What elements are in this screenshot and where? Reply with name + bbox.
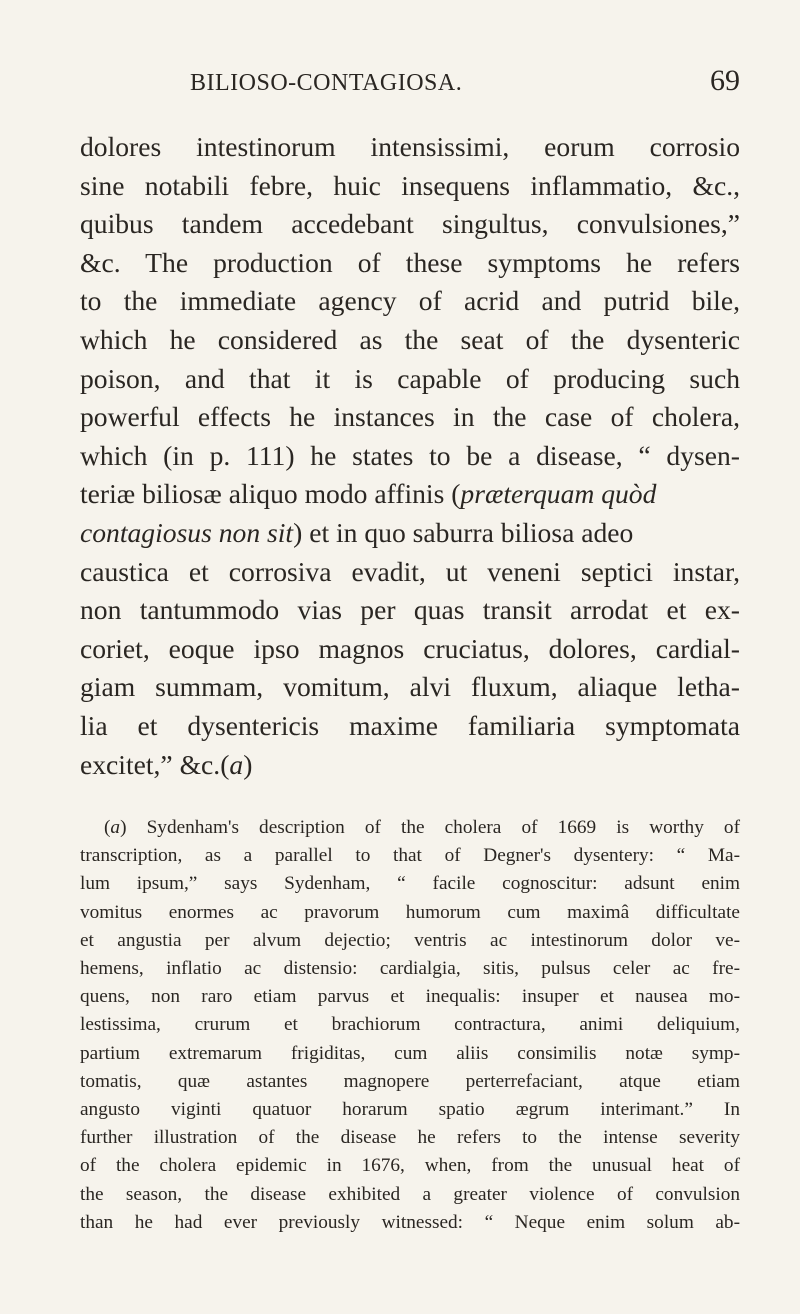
text-line: giam summam, vomitum, alvi fluxum, aliaque letha- (80, 671, 740, 703)
text-line (80, 475, 740, 514)
text-line: &c. The production of these symptoms he refers (80, 246, 740, 278)
text-line: sine notabili febre, huic insequens inflammatio, &c., (80, 169, 740, 201)
text-line: non tantummodo vias per quas transit arrodat et ex- (80, 594, 740, 626)
footnote-line: the season, the disease exhibited a greater violence of convulsion (80, 1183, 740, 1205)
text-segment: ) (243, 748, 253, 780)
running-title: BILIOSO-CONTAGIOSA. (190, 70, 463, 96)
text-line: quibus tandem accedebant singultus, convulsiones,” (80, 208, 740, 240)
footnote-line: than he had ever previously witnessed: “ Neque enim solum ab- (80, 1211, 740, 1233)
text-segment: ) Sydenham's description of the cholera of 1669 is worthy of (120, 817, 740, 838)
footnote-line: partium extremarum frigiditas, cum aliis consimilis notæ symp- (80, 1042, 740, 1064)
page-number: 69 (710, 64, 740, 97)
text-line: caustica et corrosiva evadit, ut veneni septici instar, (80, 555, 740, 587)
footnote-line: lum ipsum,” says Sydenham, “ facile cognoscitur: adsunt enim (80, 873, 740, 895)
footnote-line: angusto viginti quatuor horarum spatio ægrum interimant.” In (80, 1099, 740, 1121)
footnote-line: quens, non raro etiam parvus et inequalis: insuper et nausea mo- (80, 986, 740, 1008)
italic-text: præterquam quòd (460, 478, 657, 510)
text-segment: ) et in quo saburra biliosa adeo (293, 516, 634, 548)
text-line: lia et dysentericis maxime familiaria symptomata (80, 709, 740, 741)
text-line: which he considered as the seat of the dysenteric (80, 323, 740, 355)
text-line: dolores intestinorum intensissimi, eorum corrosio (80, 131, 740, 162)
text-line (80, 746, 740, 785)
footnote-line: lestissima, crurum et brachiorum contractura, animi deliquium, (80, 1014, 740, 1036)
footnote-line (80, 814, 740, 842)
footnote-line: further illustration of the disease he refers to the intense severity (80, 1127, 740, 1149)
footnote-line: tomatis, quæ astantes magnopere perterrefaciant, atque etiam (80, 1070, 740, 1092)
text-line: coriet, eoque ipso magnos cruciatus, dolores, cardial- (80, 632, 740, 664)
text-line: to the immediate agency of acrid and putrid bile, (80, 285, 740, 317)
footnote-line: et angustia per alvum dejectio; ventris ac intestinorum dolor ve- (80, 929, 740, 951)
footnote-line: hemens, inflatio ac distensio: cardialgia, sitis, pulsus celer ac fre- (80, 958, 740, 980)
footnote-ref: a (229, 748, 244, 780)
footnote-line: vomitus enormes ac pravorum humorum cum maximâ difficultate (80, 901, 740, 923)
footnote-marker: a (110, 817, 121, 838)
text-line: which (in p. 111) he states to be a disease, “ dysen- (80, 439, 740, 471)
text-line: powerful effects he instances in the case of cholera, (80, 401, 740, 433)
italic-text: contagiosus non sit (80, 516, 294, 548)
text-line (80, 514, 740, 553)
text-segment: excitet,” &c.( (80, 748, 230, 780)
text-line: poison, and that it is capable of producing such (80, 362, 740, 394)
text-segment: ( (104, 817, 111, 838)
text-segment: teriæ biliosæ aliquo modo affinis ( (80, 478, 461, 510)
footnote-line: of the cholera epidemic in 1676, when, from the unusual heat of (80, 1155, 740, 1177)
main-text (80, 128, 740, 784)
footnote (80, 814, 740, 1237)
page-header (80, 64, 740, 110)
footnote-line: transcription, as a parallel to that of Degner's dysentery: “ Ma- (80, 845, 740, 867)
